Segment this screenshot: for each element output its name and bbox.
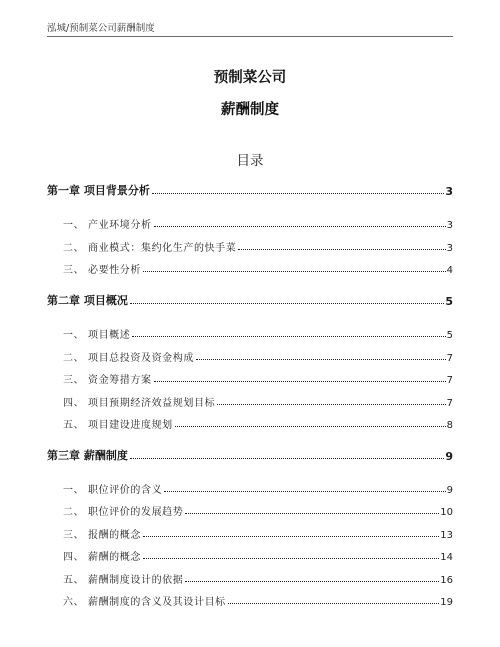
toc-section-entry[interactable]	[47, 238, 453, 254]
toc-section-entry[interactable]	[47, 502, 453, 518]
toc-entry-label: 一、 项目概述	[63, 330, 131, 341]
toc-dot-leader	[228, 602, 439, 604]
toc-dot-leader	[143, 535, 439, 537]
toc-entry-label: 第一章 项目背景分析	[47, 184, 150, 197]
toc-section-entry[interactable]	[47, 480, 453, 496]
toc-entry-label: 三、 资金筹措方案	[63, 375, 152, 386]
toc-chapter-entry[interactable]	[47, 292, 453, 308]
toc-section-entry[interactable]	[47, 325, 453, 341]
toc-section-entry[interactable]	[47, 570, 453, 586]
toc-section-entry[interactable]	[47, 215, 453, 231]
toc-page-number: 3	[446, 220, 453, 231]
toc-entry-label: 五、 项目建设进度规划	[63, 420, 173, 431]
toc-section-entry[interactable]	[47, 393, 453, 409]
toc-section-entry[interactable]	[47, 547, 453, 563]
toc-page-number: 3	[445, 185, 453, 198]
toc-dot-leader	[143, 557, 439, 559]
toc-page-number: 3	[446, 243, 453, 254]
toc-dot-leader	[130, 302, 445, 304]
toc-page-number: 16	[440, 575, 453, 586]
toc-page-number: 19	[440, 597, 453, 608]
toc-page-number: 5	[445, 295, 453, 308]
toc-section-entry[interactable]	[47, 260, 453, 276]
toc-page-number: 8	[446, 420, 453, 431]
toc-page-number: 7	[446, 353, 453, 364]
toc-dot-leader	[185, 580, 439, 582]
toc-entry-label: 三、 报酬的概念	[63, 530, 141, 541]
toc-section-entry[interactable]	[47, 370, 453, 386]
document-subtitle: 薪酬制度	[221, 102, 279, 118]
toc-entry-label: 第三章 薪酬制度	[47, 449, 128, 462]
toc-dot-leader	[130, 457, 445, 459]
toc-page-number: 14	[440, 552, 453, 563]
document-title: 预制菜公司	[213, 70, 287, 86]
toc-entry-label: 四、 薪酬的概念	[63, 552, 141, 563]
toc-page-number: 13	[440, 530, 453, 541]
toc-entry-label: 一、 产业环境分析	[63, 220, 152, 231]
toc-dot-leader	[154, 225, 446, 227]
toc-dot-leader	[143, 270, 446, 272]
toc-dot-leader	[175, 425, 446, 427]
toc-page-number: 4	[446, 265, 453, 276]
toc-entry-label: 五、 薪酬制度设计的依据	[63, 575, 184, 586]
toc-page-number: 9	[446, 485, 453, 496]
toc-page-number: 9	[445, 450, 453, 463]
toc-entry-label: 三、 必要性分析	[63, 265, 141, 276]
toc-dot-leader	[185, 512, 439, 514]
toc-section-entry[interactable]	[47, 415, 453, 431]
toc-page-number: 10	[440, 507, 453, 518]
toc-heading: 目录	[236, 153, 264, 169]
toc-section-entry[interactable]	[47, 348, 453, 364]
toc-dot-leader	[154, 380, 446, 382]
toc-page-number: 7	[446, 398, 453, 409]
toc-entry-label: 二、 项目总投资及资金构成	[63, 353, 194, 364]
toc-dot-leader	[238, 248, 445, 250]
toc-entry-label: 四、 项目预期经济效益规划目标	[63, 398, 216, 409]
toc-entry-label: 二、 职位评价的发展趋势	[63, 507, 184, 518]
toc-dot-leader	[196, 358, 446, 360]
toc-dot-leader	[164, 490, 445, 492]
toc-dot-leader	[132, 335, 445, 337]
toc-chapter-entry[interactable]	[47, 447, 453, 463]
toc-chapter-entry[interactable]	[47, 182, 453, 198]
toc-section-entry[interactable]	[47, 592, 453, 608]
toc-dot-leader	[152, 192, 445, 194]
toc-dot-leader	[217, 403, 445, 405]
toc-page-number: 5	[446, 330, 453, 341]
toc-entry-label: 一、 职位评价的含义	[63, 485, 163, 496]
toc-entry-label: 六、 薪酬制度的含义及其设计目标	[63, 597, 226, 608]
toc-page-number: 7	[446, 375, 453, 386]
toc-entry-label: 第二章 项目概况	[47, 294, 128, 307]
header-divider	[47, 36, 453, 37]
toc-section-entry[interactable]	[47, 525, 453, 541]
toc-entry-label: 二、 商业模式：集约化生产的快手菜	[63, 243, 237, 254]
running-header: 泓城/预制菜公司薪酬制度	[47, 23, 155, 34]
